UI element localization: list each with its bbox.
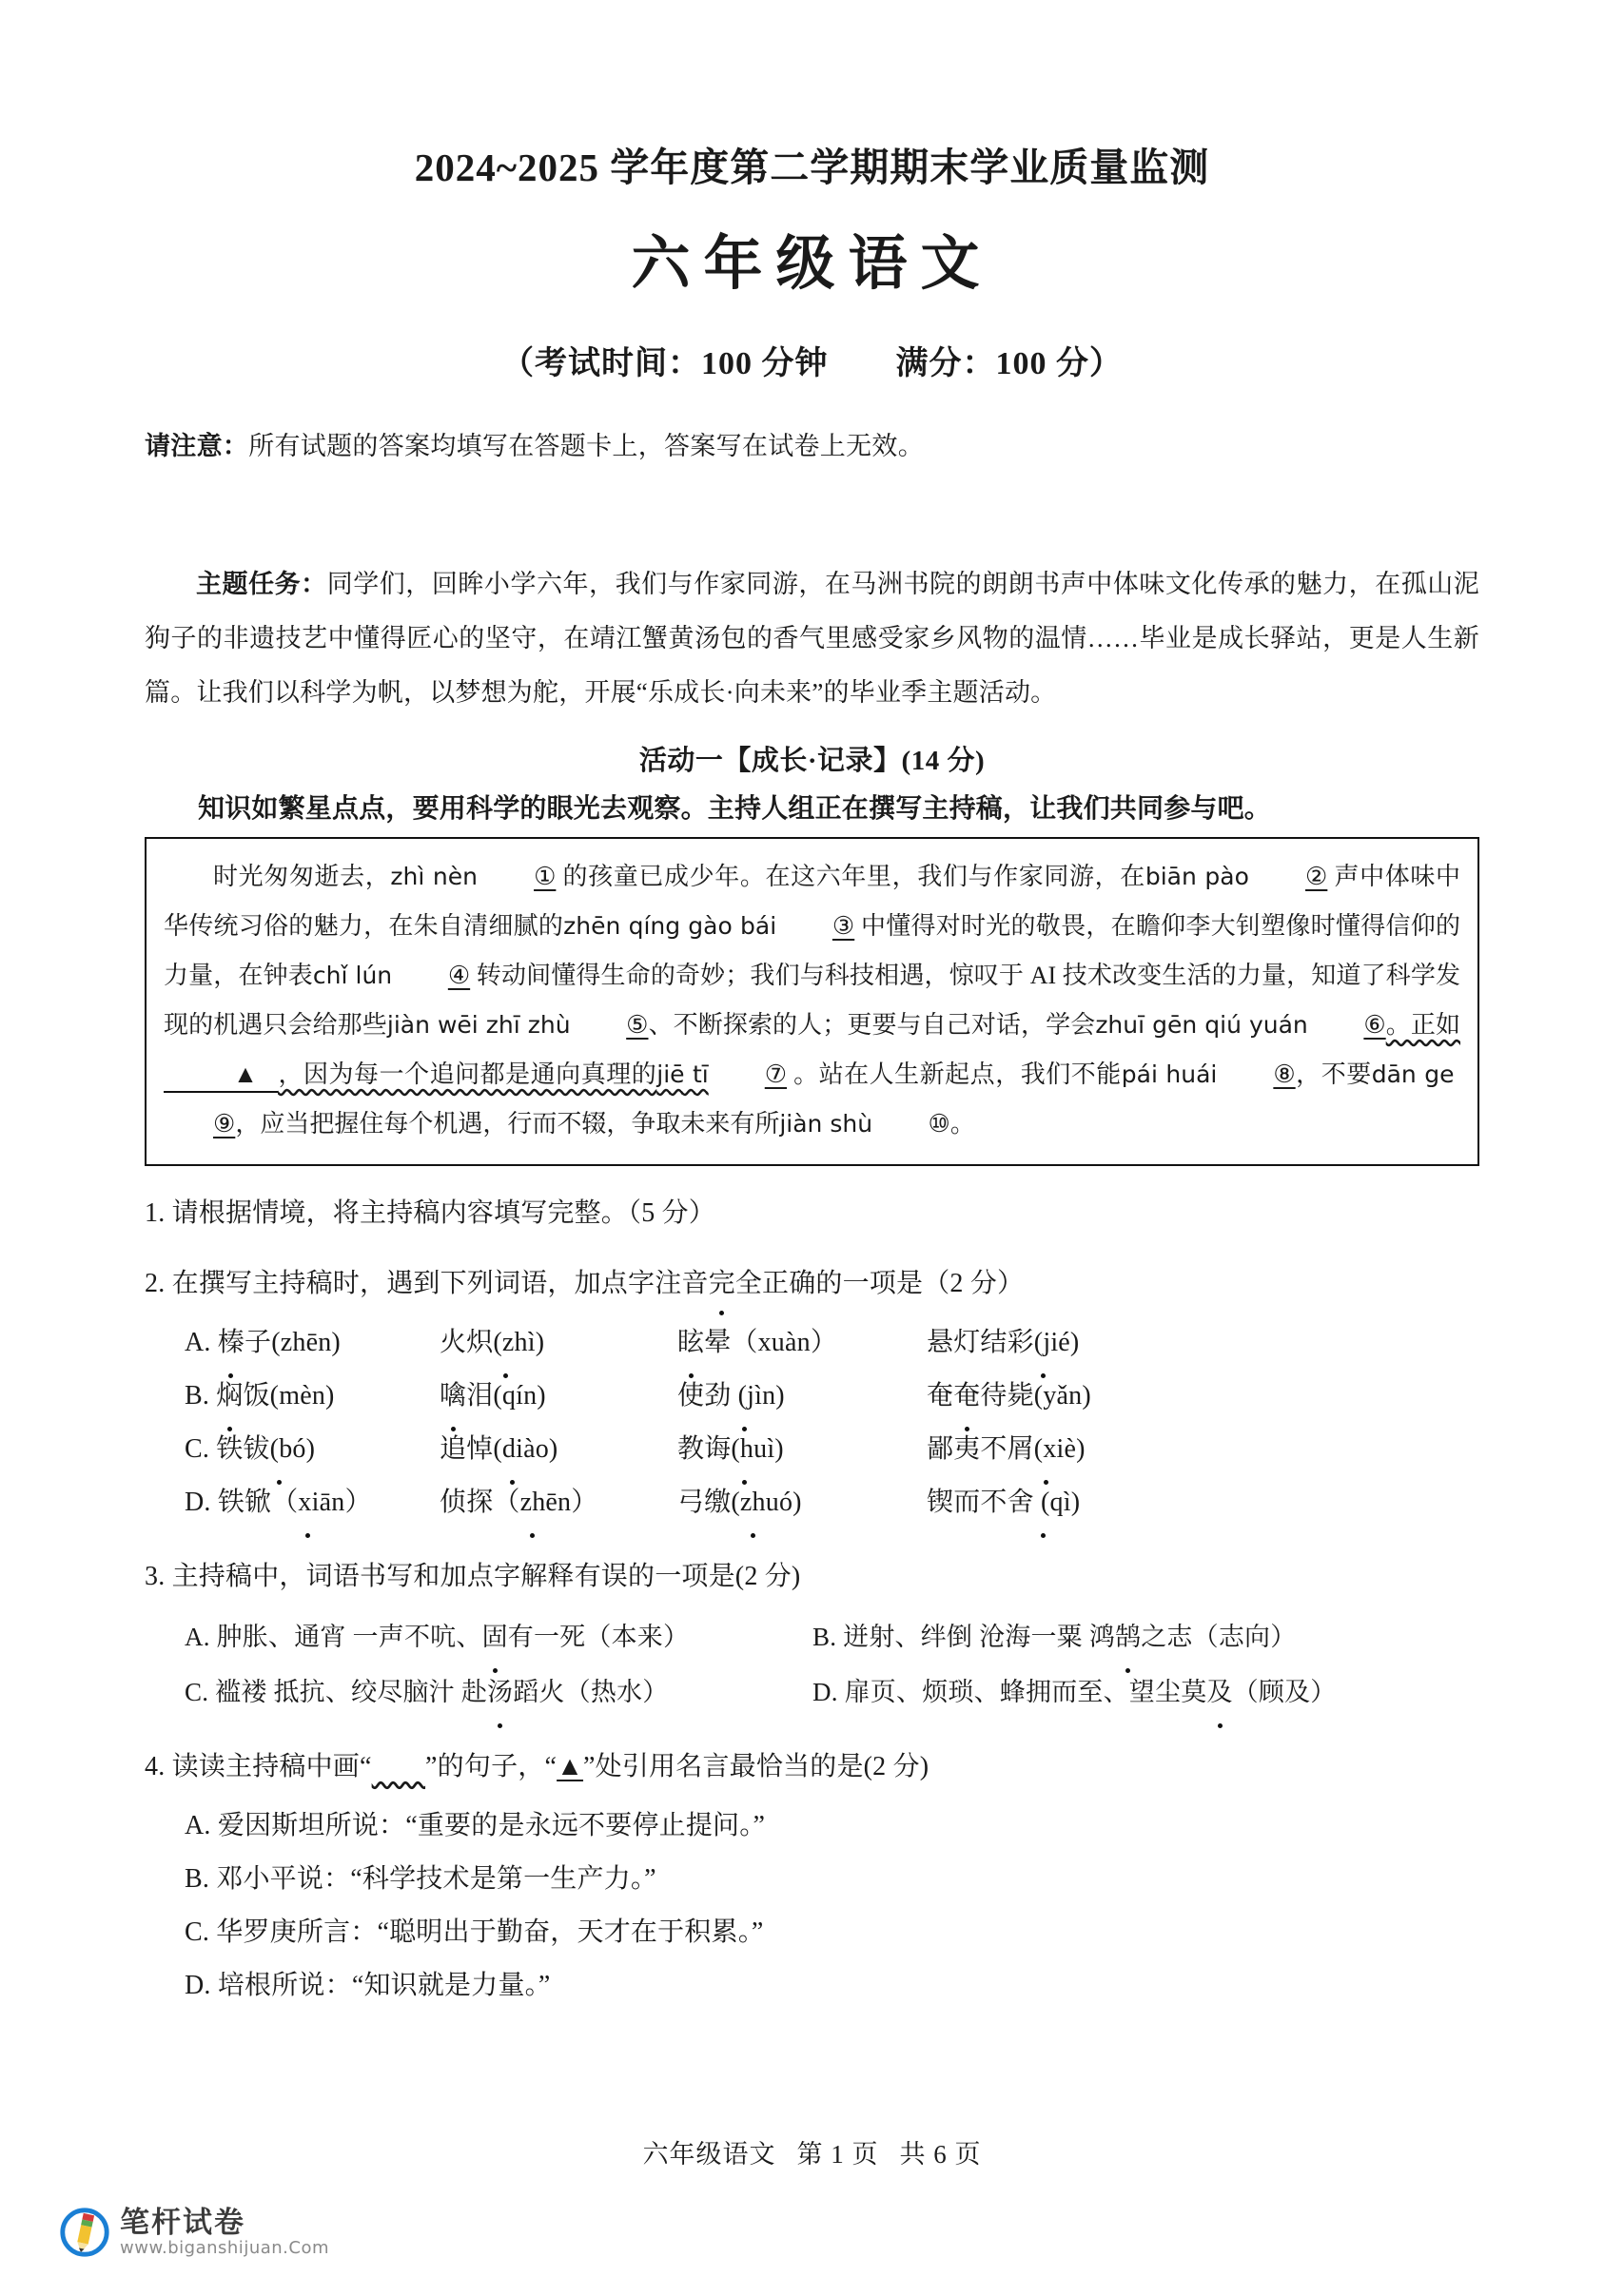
exam-time-label: （考试时间：100 分钟 (501, 346, 829, 382)
question-3-stem: 主持稿中，词语书写和加点字解释有误的一项是(2 分) (171, 1562, 801, 1592)
option-d-word4-cell (927, 1476, 1212, 1529)
q3-option-d-pre: 扉页、烦琐、蜂拥而至、望尘莫 (844, 1678, 1207, 1707)
q3-option-b-label: B. (812, 1623, 837, 1652)
option-c-word2-cell (440, 1423, 677, 1476)
script-seg-1: 时光匆匆逝去， (213, 863, 391, 891)
question-2-options (145, 1316, 1479, 1529)
theme-task-paragraph (145, 557, 1479, 720)
watermark-text (120, 2208, 329, 2257)
option-row-a[interactable] (145, 1316, 1479, 1370)
option-b-word3-dot: 劲 (jìn) (704, 1370, 785, 1423)
question-2-stem-dot: 完 (709, 1261, 735, 1307)
main-content (145, 557, 1479, 2013)
watermark-url: www.biganshijuan.Com (120, 2238, 329, 2258)
option-row-d[interactable] (145, 1476, 1479, 1529)
pinyin-4: chǐ lún (312, 962, 393, 990)
blank-3[interactable]: ③ (832, 912, 855, 941)
option-a-label: A. (185, 1328, 211, 1358)
pinyin-10: jiàn shù (779, 1110, 873, 1138)
question-3-options (145, 1609, 1479, 1720)
option-d-word3-dot: 缴(zhuó) (704, 1476, 801, 1529)
option-b-word1-dot: 焖 (216, 1370, 243, 1423)
pinyin-7: jiē tī (656, 1060, 709, 1089)
q3-option-a-label: A. (185, 1623, 210, 1652)
q3-option-b[interactable] (812, 1609, 1296, 1664)
question-3 (145, 1554, 1479, 1720)
q3-option-d-label: D. (812, 1678, 838, 1707)
script-seg-4: 中懂得对时光的敬畏，在瞻仰李大钊塑像时懂得信仰的力量，在钟表 (164, 912, 1460, 990)
option-c-word3-cell (677, 1423, 927, 1476)
option-a-label-cell (185, 1316, 440, 1370)
pinyin-6: zhuī gēn qiú yuán (1095, 1011, 1308, 1040)
q4-option-c-label: C. (185, 1917, 210, 1948)
host-script-paragraph (164, 852, 1460, 1149)
q3-option-a-pre: 肿胀、通宵 一声不吭、 (216, 1623, 482, 1652)
option-c-word4-dot: 屑(xiè) (1008, 1423, 1086, 1476)
option-b-word3-pre: 使 (677, 1381, 705, 1411)
q4-option-b[interactable] (145, 1853, 1479, 1906)
blank-7[interactable]: ⑦ (764, 1060, 788, 1089)
option-d-label: D. (185, 1488, 211, 1518)
option-b-word2: 泪(qín) (466, 1381, 546, 1411)
pinyin-5: jiàn wēi zhī zhù (386, 1011, 571, 1040)
pinyin-3: zhēn qíng gào bái (563, 912, 777, 941)
q4-option-a-label: A. (185, 1811, 211, 1841)
page-footer (0, 2133, 1624, 2170)
notice (145, 425, 1624, 462)
option-d-word1-pre: 铁 (217, 1488, 245, 1518)
option-c-word3-pre: 教 (677, 1434, 705, 1465)
option-d-word2-cell (440, 1476, 677, 1529)
option-c-word1-dot: 钹(bó) (243, 1423, 315, 1476)
q4-option-d-label: D. (185, 1971, 211, 2001)
option-b-label-cell (185, 1370, 440, 1423)
blank-2[interactable]: ② (1305, 863, 1328, 891)
option-c-word2-dot: 悼(diào) (466, 1423, 558, 1476)
blank-6[interactable]: ⑥ (1363, 1011, 1386, 1040)
option-d-word2-dot: 探（zhēn） (466, 1476, 597, 1529)
q4-option-a-text: 爱因斯坦所说：“重要的是永远不要停止提问。” (217, 1811, 766, 1841)
option-c-word4-cell (927, 1423, 1212, 1476)
option-row-c[interactable] (145, 1423, 1479, 1476)
option-d-word2-pre: 侦 (440, 1488, 467, 1518)
option-d-word4-dot: 舍 (qì) (1008, 1476, 1081, 1529)
script-seg-6: 、不断探索的人；更要与自己对话，学会 (648, 1011, 1096, 1040)
option-a-word2-pre: 火 (440, 1328, 467, 1358)
theme-task-label: 主题任务： (196, 570, 327, 599)
pencil-circle-icon (57, 2205, 112, 2260)
q3-option-b-post: 之志（志向） (1141, 1623, 1297, 1652)
notice-text: 所有试题的答案均填写在答题卡上，答案写在试卷上无效。 (248, 432, 925, 461)
blank-8[interactable]: ⑧ (1273, 1060, 1296, 1089)
q4-option-d[interactable] (145, 1959, 1479, 2013)
q3-option-c-pre: 褴褛 抵抗、绞尽脑汁 赴 (215, 1678, 488, 1707)
option-d-label-cell (185, 1476, 440, 1529)
q3-option-a-dot: 固 (482, 1609, 508, 1664)
script-seg-3: 声中体味中华传统习俗的魅力，在朱自清细腻的 (164, 863, 1460, 941)
q4-option-c-text: 华罗庚所言：“聪明出于勤奋，天才在于积累。” (216, 1917, 764, 1948)
option-a-word2-cell (440, 1316, 677, 1370)
question-1 (145, 1191, 1479, 1236)
script-seg-11: ，应当把握住每个机遇，行而不辍，争取未来有所 (235, 1110, 780, 1138)
q3-option-c-label: C. (185, 1678, 209, 1707)
footer-subject: 六年级语文 (642, 2140, 776, 2169)
q3-option-c-post: 蹈火（热水） (513, 1678, 669, 1707)
question-2 (145, 1261, 1479, 1529)
exam-meta (0, 337, 1624, 383)
question-2-number: 2. (145, 1269, 166, 1299)
notice-label: 请注意： (145, 432, 249, 461)
q3-option-a[interactable] (185, 1609, 812, 1664)
option-b-word3-cell (677, 1370, 927, 1423)
question-2-stem-b: 全正确的一项是（2 分） (734, 1269, 1025, 1299)
question-4-triangle-mark: ▲ (557, 1752, 584, 1782)
pinyin-9: dān ge (1371, 1060, 1455, 1089)
option-b-word4: 毙(yǎn) (1007, 1381, 1091, 1411)
theme-task-text: 同学们，回眸小学六年，我们与作家同游，在马洲书院的朗朗书声中体味文化传承的魅力，在孤山泥狗子的非遗技艺中懂得匠心的坚守，在靖江蟹黄汤包的香气里感受家乡风物的温情……毕业是成长驿站，更是人生新篇。让我们以科学为帆，以梦想为舵，开展“乐成长·向未来”的毕业季主题活动。 (145, 570, 1479, 708)
q4-option-c[interactable] (145, 1906, 1479, 1959)
option-c-word4-pre: 鄙夷不 (927, 1434, 1008, 1465)
option-a-word2-dot: 炽(zhì) (466, 1316, 544, 1370)
script-seg-10: ，不要 (1295, 1060, 1372, 1089)
script-seg-2: 的孩童已成少年。在这六年里，我们与作家同游，在 (562, 863, 1145, 891)
q3-option-b-dot: 鹄 (1115, 1609, 1141, 1664)
question-4-number: 4. (145, 1752, 166, 1782)
option-a-word4-pre: 悬灯结 (927, 1328, 1008, 1358)
blank-4[interactable]: ④ (447, 962, 471, 990)
option-d-word4-pre: 锲而不 (927, 1488, 1008, 1518)
question-1-number: 1. (145, 1198, 166, 1229)
option-b-word2-dot: 噙 (440, 1370, 466, 1423)
q4-option-d-text: 培根所说：“知识就是力量。” (217, 1971, 551, 2001)
script-seg-7-wavy: 。正如 (1385, 1011, 1460, 1040)
question-3-number: 3. (145, 1562, 166, 1592)
question-4-stem-a: 读读主持稿中画“ (171, 1752, 372, 1782)
option-d-word3-cell (677, 1476, 927, 1529)
option-b-word1: 饭(mèn) (243, 1381, 335, 1411)
option-a-word3: 晕（xuàn） (704, 1328, 838, 1358)
option-a-word4-cell (927, 1316, 1212, 1370)
option-c-label-cell (185, 1423, 440, 1476)
option-b-word4-dot: 奄奄待 (927, 1370, 1008, 1423)
option-a-word1: 子(zhēn) (245, 1328, 341, 1358)
script-seg-8-wavy: ，因为每一个追问都是通向真理的 (278, 1060, 657, 1089)
activity-heading: 活动一【成长·记录】(14 分) (638, 746, 986, 777)
pinyin-8: pái huái (1121, 1060, 1218, 1089)
q3-option-c[interactable] (185, 1664, 812, 1720)
option-b-word2-cell (440, 1370, 677, 1423)
footer-page-number: 第 1 页 (796, 2140, 879, 2169)
watermark-brand: 笔杆试卷 (120, 2206, 245, 2239)
exam-score-label: 满分：100 分） (895, 346, 1123, 382)
q3-option-a-post: 有一死（本来） (507, 1623, 690, 1652)
q3-option-d[interactable] (812, 1664, 1336, 1720)
blank-10[interactable]: ⑩ (928, 1110, 950, 1138)
triangle-blank-1[interactable]: ▲ (164, 1059, 278, 1093)
q3-option-b-pre: 迸射、绊倒 沧海一粟 鸿 (843, 1623, 1116, 1652)
option-b-word4-cell (927, 1370, 1212, 1423)
option-c-word3-dot: 诲(huì) (704, 1423, 784, 1476)
question-3-row-2 (145, 1664, 1479, 1720)
option-a-word1-dot: 榛 (218, 1316, 245, 1370)
watermark-logo (57, 2205, 329, 2260)
option-b-label: B. (185, 1381, 210, 1411)
host-script-box (145, 837, 1479, 1166)
option-row-b[interactable] (145, 1370, 1479, 1423)
option-d-word1-dot: 锨（xiān） (245, 1476, 372, 1529)
question-3-row-1 (145, 1609, 1479, 1664)
option-a-word3-dot: 眩 (677, 1316, 704, 1370)
page-title: 2024~2025 学年度第二学期期末学业质量监测 (414, 146, 1210, 189)
option-c-word1-pre: 铁 (216, 1434, 244, 1465)
q4-option-b-text: 邓小平说：“科学技术是第一生产力。” (216, 1864, 656, 1895)
blank-1[interactable]: ① (534, 863, 557, 891)
q3-option-d-post: （顾及） (1232, 1678, 1337, 1707)
question-2-stem-a: 在撰写主持稿时，遇到下列词语，加点字注音 (171, 1269, 709, 1299)
option-a-word3-cell (677, 1316, 927, 1370)
option-d-word3-pre: 弓 (677, 1488, 705, 1518)
blank-5[interactable]: ⑤ (626, 1011, 649, 1040)
script-seg-5: 转动间懂得生命的奇妙；我们与科技相遇，惊叹于 AI 技术改变生活的力量，知道了科学发现的机遇只会给那些 (164, 962, 1461, 1040)
pinyin-1: zhì nèn (390, 863, 478, 891)
q3-option-d-dot: 及 (1206, 1664, 1232, 1720)
footer-total-pages: 共 6 页 (899, 2140, 982, 2169)
question-4-options (145, 1800, 1479, 2013)
question-4-stem-c: ”处引用名言最恰当的是(2 分) (583, 1752, 929, 1782)
question-4-stem-b: ”的句子，“ (425, 1752, 558, 1782)
blank-9[interactable]: ⑨ (213, 1110, 236, 1138)
option-c-label: C. (185, 1434, 210, 1465)
script-seg-9: 。站在人生新起点，我们不能 (793, 1060, 1122, 1089)
pinyin-2: biān pào (1145, 863, 1249, 891)
subject-title: 六年级语文 (631, 232, 993, 298)
option-c-word2-pre: 追 (440, 1434, 467, 1465)
q3-option-c-dot: 汤 (487, 1664, 513, 1720)
question-4 (145, 1744, 1479, 2013)
question-1-stem: 请根据情境，将主持稿内容填写完整。（5 分） (171, 1198, 716, 1229)
question-4-wavy-mark (372, 1752, 425, 1781)
q4-option-a[interactable] (145, 1800, 1479, 1853)
option-a-word4-dot: 彩(jié) (1008, 1316, 1080, 1370)
script-seg-12: 。 (949, 1110, 975, 1138)
q4-option-b-label: B. (185, 1864, 210, 1895)
activity-lead: 知识如繁星点点，要用科学的眼光去观察。主持人组正在撰写主持稿，让我们共同参与吧。 (198, 794, 1272, 825)
